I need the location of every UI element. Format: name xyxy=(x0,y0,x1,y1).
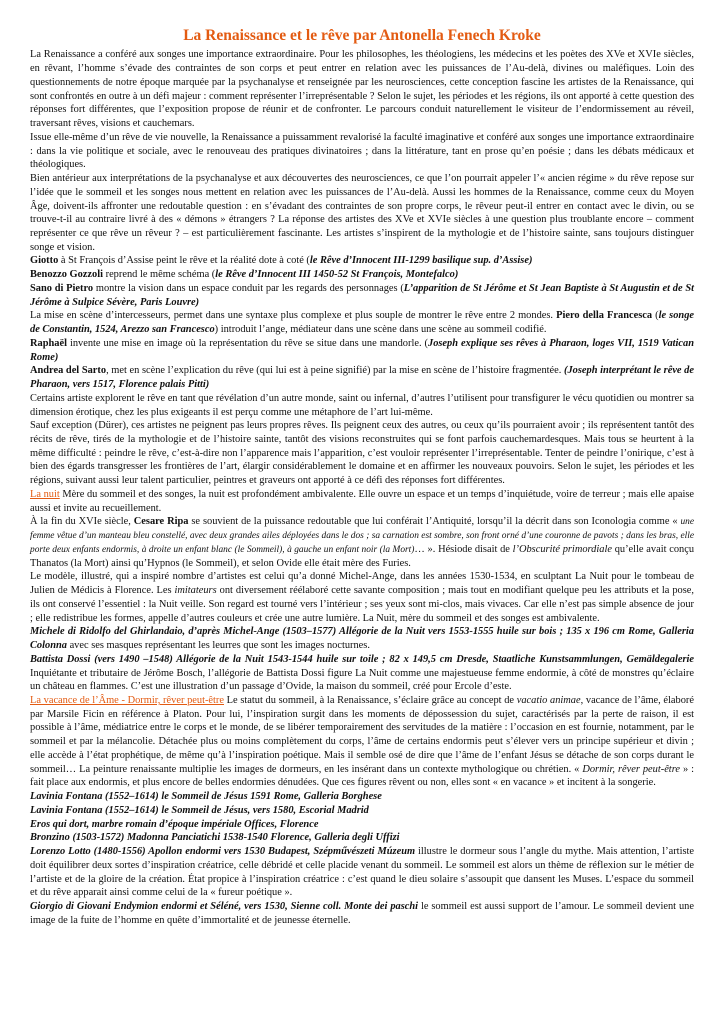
paragraph-text: , met en scène l’explication du rêve (qui lui est à peine signifié) par la mise en scène de l’histoire fragmentée. xyxy=(106,365,564,377)
paragraph-text: reprend le même schéma ( xyxy=(103,269,216,281)
artwork-reference: Joseph explique ses rêves à Pharaon, loges VII, 1519 Vatican Rome) xyxy=(30,337,694,363)
piero-paragraph xyxy=(30,309,694,336)
intro-paragraph-2: Issue elle-même d’un rêve de vie nouvelle, la Renaissance a puissamment revalorisé la faculté imaginative et conféré aux songes une importance extraordinaire : dans la vie politique et sociale, avec le renouveau des pratiques divinatoires ; dans la littérature, tant en prose qu’en poésie ; dans les débats médicaux et théologiques. xyxy=(30,131,694,171)
paragraph-text: à St François d’Assise peint le rêve et la réalité dote à coté ( xyxy=(58,255,310,267)
artwork-line: Eros qui dort, marbre romain d’époque impériale Offices, Florence xyxy=(30,818,319,830)
artwork-line: Lavinia Fontana (1552–1614) le Sommeil de Jésus 1591 Rome, Galleria Borghese xyxy=(30,791,382,803)
michele-paragraph xyxy=(30,625,694,652)
obscurite-reference: l’Obscurité primordiale xyxy=(512,543,612,555)
vacatio-term: vacatio animae xyxy=(516,694,581,706)
paragraph-text: illustre le dormeur sous l’angle du mythe. Mais attention, l’artiste doit équilibrer deux sortes d’inspiration créatrice, celle débridé et celle placide venant du sommeil. Le sommeil est alors un thème de réflexion sur le métier de l’artiste et de la gloire de la création. État propice à l’inspiration créatrice : c’est quand le dieu solaire s’assoupit que dansent les Muses. L’espace du sommeil et du rêve apparait ainsi comme celui de la « fureur poétique ». xyxy=(30,846,694,899)
paragraph-text: À la fin du XVIe siècle, xyxy=(30,516,134,528)
paragraph-text: » : fait place aux endormis, et plus encore de belles endormies dénudées. Que ces figures rêvent ou non, elles sont « en vacance » et incitent à la songerie. xyxy=(30,763,695,789)
paragraph-text: Le statut du sommeil, à la Renaissance, s’éclaire grâce au concept de xyxy=(224,694,517,706)
paragraph-text: Inquiétante et tributaire de Jérôme Bosch, l’allégorie de Battista Dossi figure La Nuit comme une majestueuse femme endormie, à côté de monstres qu’éclaire un château en flammes. C’est une illustration d’un passage d’Ovide, la maison du sommeil, créé pour Ercole d’este. xyxy=(30,667,694,693)
artwork-reference: Giorgio di Giovani Endymion endormi et Séléné, vers 1530, Sienne coll. Monte dei paschi xyxy=(30,900,419,912)
paragraph-text: invente une mise en image où la représentation du rêve se situe dans une mandorle. ( xyxy=(66,337,428,349)
artwork-reference: Michele di Ridolfo del Ghirlandaio, d’après Michel-Ange (1503–1577) Allégorie de la Nuit vers 1553-1555 huile sur bois ; 135 x 196 cm Rome, Galleria Colonna xyxy=(30,626,694,652)
paragraph-text: avec ses masques représentant les leurres que sont les images nocturnes. xyxy=(66,640,370,652)
artwork-reference: le Rêve d’Innocent III-1299 basilique sup. d’Assise) xyxy=(309,255,533,267)
ripa-paragraph xyxy=(30,515,694,570)
sarto-paragraph xyxy=(30,364,694,391)
intro-paragraph-3: Bien antérieur aux interprétations de la psychanalyse et aux découvertes des neurosciences, ce que l’on pourrait appeler l’« ancien régime » du rêve repose sur l’idée que le sommeil et les songes nous mettent en relation avec les puissances de l’Au-delà. Aussi les hommes de la Renaissance, comme ceux du Moyen Âge, doivent-ils affronter une redoutable question : en s’évadant des contraintes de son propre corps, le rêveur peut-il entrer en contact avec le divin, ou se trouve-t-il au contraire livré à des « démons » étrangers ? La réponse des artistes des XVe et XVIe siècles à une question plus troublante encore – comment représenter ce que rêve un rêveur ? – est particulièrement fascinante. Les artistes s’inspirent de la mythologie et de l’histoire sainte, sans toujours distinguer songe et vision. xyxy=(30,173,694,253)
artist-name: Piero della Francesca xyxy=(556,310,653,322)
artist-name: Giotto xyxy=(30,255,59,267)
artwork-reference: L’apparition de St Jérôme et St Jean Baptiste à St Augustin et de St Jérôme à Sulpice Sévère, Paris Louvre) xyxy=(30,282,695,308)
paragraph-text: … ». Hésiode disait de xyxy=(414,543,513,555)
paragraph-text: ) introduit l’ange, médiateur dans une scène dans une scène au sommeil codifié. xyxy=(214,324,547,336)
body-paragraph-5: Sauf exception (Dürer), ces artistes ne peignent pas leurs propres rêves. Ils peignent ceux des autres, ou ceux qu’ils pourraient avoir ; ils représentent tantôt des récits de rêve, tirés de la mythologie et de l’histoire sainte, tantôt des visions reconstruites qui se font parfois cauchemardesques. Mais tous se heurtent à la même difficulté : peindre le rêve, c’est-à-dire non l’apparence mais l’apparition, c’est vouloir représenter l’irreprésentable. Tenter de peindre l’onirique, c’est à bien des égards transgresser les frontières de l’art, élargir considérablement le domaine et en affirmer les nouveaux pouvoirs. Selon le sujet, les périodes et les régions, suivant aussi leur talent particulier, peintres et graveurs ont apporté à ce défi des réponses fort différentes. xyxy=(30,420,694,487)
artwork-line: Bronzino (1503-1572) Madonna Panciatichi 1538-1540 Florence, Galleria degli Uffizi xyxy=(30,832,400,844)
imitateurs-word: imitateurs xyxy=(174,585,217,597)
artwork-reference: le Rêve d’Innocent III 1450-52 St François, Montefalco) xyxy=(215,269,459,281)
sano-paragraph xyxy=(30,282,694,309)
section-link-la-nuit[interactable]: La nuit xyxy=(30,488,60,500)
lotto-paragraph xyxy=(30,845,694,900)
artist-name: Andrea del Sarto xyxy=(30,365,107,377)
paragraph-text: ont diversement réélaboré cette savante composition ; mais tout en modifiant quelque peu les attributs et la pose, ils ont conservé l’essentiel : la Nuit veille. Son regard est tourné vers l’intérieur ; ses yeux sont mi-clos, mais vivaces. Car elle n’est pas simple absence de jour ; elle redistribue les formes, appelle d’autres couleurs et crée une autre lumière. La Nuit, mère du sommeil et des songes est ambivalente. xyxy=(30,585,694,624)
raphael-paragraph xyxy=(30,337,694,364)
body-paragraph-4: Certains artiste explorent le rêve en tant que révélation d’un autre monde, saint ou infernal, d’autres l’utilisent pour transfigurer le vécu quotidien ou montrer sa dimension érotique, chez les plus exigeants il est perçu comme une métaphore de l’art lui-même. xyxy=(30,392,694,418)
model-paragraph xyxy=(30,570,694,625)
intro-paragraph-1: La Renaissance a conféré aux songes une importance extraordinaire. Pour les philosophes, les théologiens, les médecins et les poètes des XVe et XVIe siècles, en rêvant, l’homme s’évade des contraintes de son corps et peut entrer en relation avec les puissances de l’Au-delà, divines ou maléfiques. Loin des questionnements de notre époque marquée par la psychanalyse et renseignée par les neurosciences, cette conception fascine les artistes de la Renaissance, qui sont confrontés en outre à un défi majeur : comment représenter l’irreprésentable ? Selon le sujet, les périodes et les régions, ils ont apporté à cette question des réponses fort différentes, que l’exposition propose de réunir et de confronter. Le parcours conduit naturellement le visiteur de l’endormissement au réveil, traversant rêves, visions et cauchemars. xyxy=(30,49,694,130)
ripa-quote: une femme vêtue d’un manteau bleu constellé, avec deux grandes ailes déployées dans le dos ; sa carnation est sombre, son front orné d’une couronne de pavots ; dans les bras, elle porte deux enfants endormis, à droite un enfant blanc (le Sommeil), à gauche un enfant noir (la Mort) xyxy=(30,517,695,555)
gozzoli-paragraph xyxy=(30,268,694,282)
artwork-reference: Battista Dossi (vers 1490 –1548) Allégorie de la Nuit 1543-1544 huile sur toile ; 82 x 149,5 cm Dresde, Staatliche Kunstsammlungen, Gemäldegalerie xyxy=(30,653,694,665)
giorgio-paragraph xyxy=(30,900,694,927)
ame-paragraph xyxy=(30,694,694,790)
artwork-reference: Lorenzo Lotto (1480-1556) Apollon endormi vers 1530 Budapest, Szépművészeti Múzeum xyxy=(30,846,416,858)
paragraph-text: montre la vision dans un espace conduit par les regards des personnages ( xyxy=(93,282,404,294)
paragraph-text: La mise en scène d’intercesseurs, permet dans une syntaxe plus complexe et plus souple de montrer le rêve entre 2 mondes. xyxy=(30,310,557,322)
paragraph-text: le sommeil est aussi support de l’amour. Le sommeil devient une image de la fuite de l’homme en quête d’immortalité et de jeunesse éternelle. xyxy=(30,900,694,926)
section-link-vacance-ame[interactable]: La vacance de l’Âme - Dormir, rêver peut-être xyxy=(30,694,224,706)
giotto-paragraph xyxy=(30,254,694,268)
document-page xyxy=(30,0,694,927)
artwork-reference: (Joseph interprétant le rêve de Pharaon, vers 1517, Florence palais Pitti) xyxy=(30,365,694,391)
artwork-reference: le songe de Constantin, 1524, Arezzo san Francesco xyxy=(30,310,695,336)
paragraph-text: se souvient de la puissance redoutable que lui conférait l’Antiquité, lorsqu’il la décrit dans son Iconologia comme « xyxy=(188,516,681,528)
dossi-paragraph xyxy=(30,653,694,694)
paragraph-text: qu’elle avait conçu Thanatos (la Mort) ainsi qu’Hypnos (le Sommeil), et selon Ovide elle était mère des Furies. xyxy=(30,543,695,569)
dormir-quote: Dormir, rêver peut-être xyxy=(582,763,680,775)
paragraph-text: Le modèle, illustré, qui a inspiré nombre d’artistes est celui qu’a donné Michel-Ange, dans les années 1530-1534, en sculptant La Nuit pour le tombeau de Julien de Médicis à Florence. Les xyxy=(30,571,694,597)
artist-name: Benozzo Gozzoli xyxy=(30,269,104,281)
paragraph-text: Mère du sommeil et des songes, la nuit est profondément ambivalente. Elle ouvre un espace et un temps d’inquiétude, voire de terreur ; mais elle apaise aussi et invite au recueillement. xyxy=(30,488,694,514)
nuit-paragraph xyxy=(30,488,694,515)
artist-name: Cesare Ripa xyxy=(133,516,189,528)
artist-name: Sano di Pietro xyxy=(30,282,94,294)
page-title: La Renaissance et le rêve par Antonella Fenech Kroke xyxy=(183,27,541,44)
artist-name: Raphaël xyxy=(30,337,67,349)
paragraph-text: , vacance de l’âme, élaboré par Marsile Ficin en référence à Platon. Pour lui, l’inspiration surgit dans les moments de dépossession du sujet, caractérisés par la perte de raison, il est possible à l’âme, médiatrice entre le corps et le monde, de se libérer temporairement des servitudes de la matière : l’occasion en est fournie, notamment, par le sommeil et par la mélancolie. Détachée plus ou moins complètement du corps, l’âme de certains endormis peut s’élever vers un principe supérieur et divin ; elle accède à l’état prophétique, de même qu’à l’inspiration poétique. Mais il semble osé de dire que l’âme de l’enfant Jésus se détache de son corps durant le sommeil… La peinture renaissante multiplie les images de dormeurs, en les insérant dans un contexte mythologique ou chrétien. « xyxy=(30,694,694,775)
artwork-line: Lavinia Fontana (1552–1614) le Sommeil de Jésus, vers 1580, Escorial Madrid xyxy=(30,804,369,816)
paragraph-text: ( xyxy=(652,310,659,322)
